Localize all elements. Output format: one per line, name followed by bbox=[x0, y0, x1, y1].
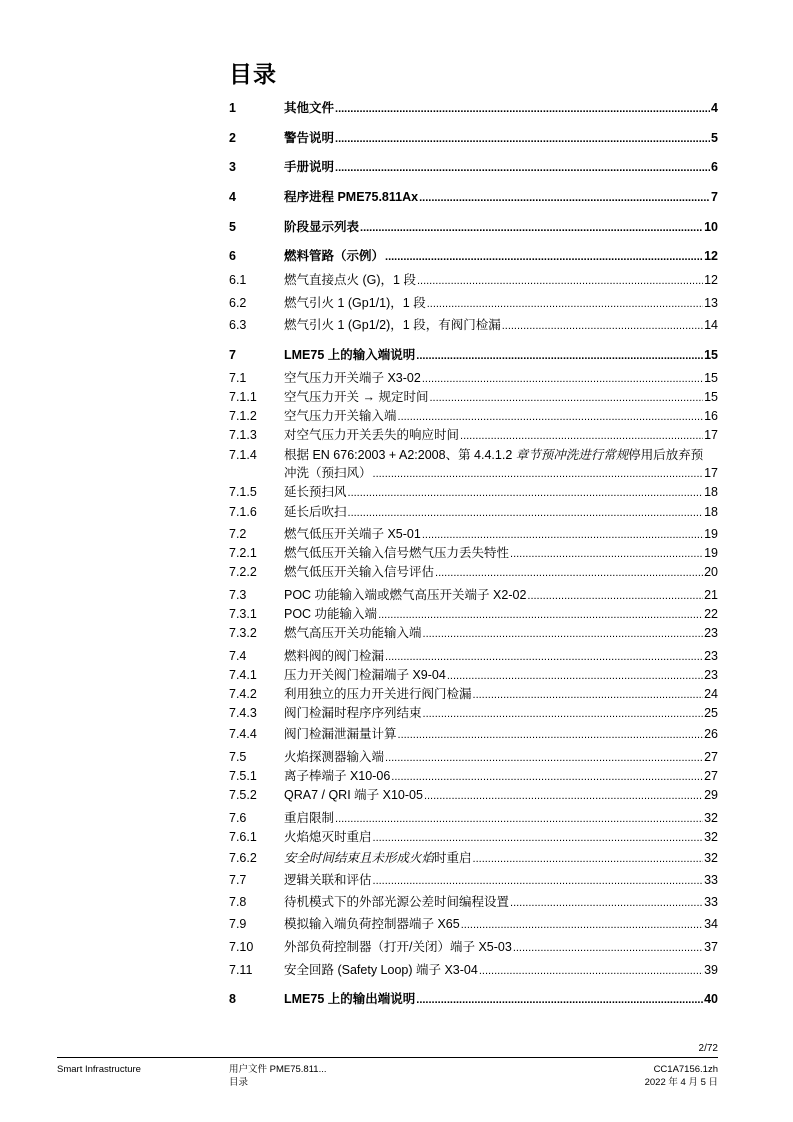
toc-entry[interactable] bbox=[229, 484, 718, 500]
toc-page: 24 bbox=[704, 687, 718, 701]
toc-entry[interactable] bbox=[229, 248, 718, 264]
toc-number: 7.1 bbox=[229, 371, 247, 385]
toc-title: 冲洗（预扫风） bbox=[284, 466, 372, 480]
toc-title: LME75 上的输入端说明 bbox=[284, 348, 416, 362]
toc-page: 17 bbox=[704, 428, 718, 442]
toc-title: 重启限制 bbox=[284, 811, 335, 825]
toc-entry[interactable] bbox=[229, 894, 718, 910]
toc-entry[interactable] bbox=[229, 962, 718, 978]
toc-number: 1 bbox=[229, 101, 236, 115]
toc-title: 待机模式下的外部光源公差时间编程设置 bbox=[284, 895, 510, 909]
toc-entry[interactable] bbox=[229, 850, 718, 866]
toc-page: 26 bbox=[704, 727, 718, 741]
toc-page: 32 bbox=[704, 811, 718, 825]
toc-entry[interactable] bbox=[229, 347, 718, 363]
toc-entry[interactable] bbox=[229, 606, 718, 622]
toc-page: 15 bbox=[704, 348, 718, 362]
toc-number: 7.8 bbox=[229, 895, 247, 909]
page-title: 目录 bbox=[229, 61, 277, 87]
toc-number: 7.5.2 bbox=[229, 788, 257, 802]
toc-leader bbox=[335, 131, 710, 147]
toc-title: 利用独立的压力开关进行阀门检漏 bbox=[284, 687, 472, 701]
toc-number: 7.4.1 bbox=[229, 668, 257, 682]
toc-leader bbox=[435, 565, 703, 581]
toc-page: 19 bbox=[704, 546, 718, 560]
toc-leader bbox=[416, 348, 703, 364]
toc-number: 7 bbox=[229, 348, 236, 362]
toc-page: 15 bbox=[704, 371, 718, 385]
toc-entry[interactable] bbox=[229, 829, 718, 845]
toc-title: 燃气引火 1 (Gp1/1)，1 段 bbox=[284, 296, 426, 310]
toc-title: 程序进程 PME75.811Ax bbox=[284, 190, 419, 204]
toc-number: 7.1.1 bbox=[229, 390, 257, 404]
toc-entry[interactable] bbox=[229, 504, 718, 520]
toc-leader bbox=[385, 649, 703, 665]
toc-leader bbox=[424, 788, 703, 804]
toc-entry[interactable] bbox=[229, 295, 718, 311]
toc-page: 12 bbox=[704, 273, 718, 287]
toc-leader bbox=[429, 390, 703, 406]
toc-entry[interactable] bbox=[229, 667, 718, 683]
toc-leader bbox=[510, 895, 703, 911]
toc-number: 7.5 bbox=[229, 750, 247, 764]
toc-leader bbox=[422, 371, 703, 387]
toc-entry[interactable] bbox=[229, 447, 718, 463]
toc-number: 7.5.1 bbox=[229, 769, 257, 783]
toc-entry[interactable] bbox=[229, 545, 718, 561]
toc-entry[interactable] bbox=[229, 810, 718, 826]
footer-date: 2022 年 4 月 5 日 bbox=[644, 1077, 718, 1088]
toc-leader bbox=[360, 220, 703, 236]
toc-entry[interactable] bbox=[229, 159, 718, 175]
toc-entry[interactable] bbox=[229, 872, 718, 888]
toc-page: 17 bbox=[704, 466, 718, 480]
toc-number: 7.7 bbox=[229, 873, 247, 887]
toc-entry[interactable] bbox=[229, 587, 718, 603]
toc-entry[interactable] bbox=[229, 749, 718, 765]
toc-title: 火焰探测器输入端 bbox=[284, 750, 385, 764]
toc-number: 5 bbox=[229, 220, 236, 234]
toc-entry[interactable] bbox=[229, 317, 718, 333]
toc-title: 燃气高压开关功能输入端 bbox=[284, 626, 422, 640]
toc-leader bbox=[335, 101, 710, 117]
toc-page: 25 bbox=[704, 706, 718, 720]
toc-title: 燃气直接点火 (G)，1 段 bbox=[284, 273, 416, 287]
toc-title-italic: 章节预冲洗进行常规 bbox=[515, 448, 629, 462]
toc-page: 12 bbox=[704, 249, 718, 263]
toc-title: 外部负荷控制器（打开/关闭）端子 X5-03 bbox=[284, 940, 512, 954]
footer-doc-meta bbox=[645, 1063, 718, 1089]
toc-page: 21 bbox=[704, 588, 718, 602]
toc-entry[interactable] bbox=[229, 686, 718, 702]
toc-leader bbox=[502, 318, 703, 334]
toc-title: 燃料管路（示例） bbox=[284, 249, 385, 263]
footer-section: 目录 bbox=[229, 1077, 249, 1088]
toc-number: 7.4 bbox=[229, 649, 247, 663]
toc-title: 阀门检漏泄漏量计算 bbox=[284, 727, 397, 741]
footer-doc-title: 用户文件 PME75.811... bbox=[229, 1064, 327, 1075]
toc-entry[interactable] bbox=[229, 564, 718, 580]
toc-number: 4 bbox=[229, 190, 236, 204]
toc-entry[interactable] bbox=[229, 408, 718, 424]
toc-number: 7.4.4 bbox=[229, 727, 257, 741]
toc-leader bbox=[385, 249, 703, 265]
footer-doc-id: CC1A7156.1zh bbox=[653, 1064, 718, 1075]
toc-page: 37 bbox=[704, 940, 718, 954]
toc-title: 阀门检漏时程序序列结束 bbox=[284, 706, 422, 720]
toc-entry[interactable] bbox=[229, 427, 718, 443]
toc-entry[interactable] bbox=[229, 100, 718, 116]
toc-entry[interactable] bbox=[229, 991, 718, 1007]
toc-leader bbox=[447, 668, 703, 684]
page-number: 2/72 bbox=[698, 1043, 718, 1054]
toc-title: 压力开关阀门检漏端子 X9-04 bbox=[284, 668, 446, 682]
toc-title: 空气压力开关输入端 bbox=[284, 409, 397, 423]
toc-page: 15 bbox=[704, 390, 718, 404]
toc-leader bbox=[335, 160, 710, 176]
toc-number: 7.2 bbox=[229, 527, 247, 541]
toc-page: 32 bbox=[704, 830, 718, 844]
toc-leader bbox=[513, 940, 703, 956]
toc-title: POC 功能输入端 bbox=[284, 607, 378, 621]
toc-title: 空气压力开关 → 规定时间 bbox=[284, 390, 429, 404]
toc-page: 27 bbox=[704, 750, 718, 764]
toc-page: 13 bbox=[704, 296, 718, 310]
toc-leader bbox=[460, 428, 703, 444]
toc-page: 18 bbox=[704, 485, 718, 499]
toc-title: 安全回路 (Safety Loop) 端子 X3-04 bbox=[284, 963, 478, 977]
toc-page: 14 bbox=[704, 318, 718, 332]
toc-number: 2 bbox=[229, 131, 236, 145]
toc-number: 6.1 bbox=[229, 273, 247, 287]
toc-number: 7.1.5 bbox=[229, 485, 257, 499]
toc-title: 离子棒端子 X10-06 bbox=[284, 769, 391, 783]
toc-number: 7.2.1 bbox=[229, 546, 257, 560]
toc-title: 对空气压力开关丢失的响应时间 bbox=[284, 428, 460, 442]
toc-number: 6 bbox=[229, 249, 236, 263]
toc-title-italic: 安全时间结束且未形成火焰 bbox=[284, 851, 435, 865]
footer-rule bbox=[57, 1057, 718, 1058]
toc-number: 7.4.3 bbox=[229, 706, 257, 720]
toc-page: 20 bbox=[704, 565, 718, 579]
toc-title: 空气压力开关端子 X3-02 bbox=[284, 371, 421, 385]
toc-page: 23 bbox=[704, 668, 718, 682]
toc-entry[interactable] bbox=[229, 370, 718, 386]
toc-page: 39 bbox=[704, 963, 718, 977]
toc-page: 10 bbox=[704, 220, 718, 234]
toc-title: 阶段显示列表 bbox=[284, 220, 360, 234]
toc-leader bbox=[527, 588, 703, 604]
toc-page: 32 bbox=[704, 851, 718, 865]
toc-leader bbox=[510, 546, 703, 562]
toc-leader bbox=[479, 963, 703, 979]
toc-number: 6.3 bbox=[229, 318, 247, 332]
toc-page: 34 bbox=[704, 917, 718, 931]
toc-number: 7.9 bbox=[229, 917, 247, 931]
toc-entry[interactable] bbox=[229, 130, 718, 146]
toc-number: 7.3.1 bbox=[229, 607, 257, 621]
toc-number: 8 bbox=[229, 992, 236, 1006]
toc-entry-continuation[interactable] bbox=[229, 465, 718, 481]
toc-page: 19 bbox=[704, 527, 718, 541]
footer-doc-info bbox=[229, 1063, 327, 1089]
toc-leader bbox=[385, 750, 703, 766]
toc-title-part: 时重启 bbox=[434, 851, 472, 865]
toc-leader bbox=[373, 466, 704, 482]
toc-leader bbox=[427, 296, 703, 312]
toc-entry[interactable] bbox=[229, 768, 718, 784]
toc-page: 33 bbox=[704, 873, 718, 887]
toc-entry[interactable] bbox=[229, 189, 718, 205]
toc-title: 燃料阀的阀门检漏 bbox=[284, 649, 385, 663]
toc-number: 7.1.3 bbox=[229, 428, 257, 442]
toc-title: POC 功能输入端或燃气高压开关端子 X2-02 bbox=[284, 588, 527, 602]
toc-title bbox=[284, 447, 703, 463]
toc-number: 7.4.2 bbox=[229, 687, 257, 701]
toc-page: 23 bbox=[704, 626, 718, 640]
footer-company: Smart Infrastructure bbox=[57, 1064, 141, 1075]
toc-page: 4 bbox=[711, 101, 718, 115]
toc-title: 延长后吹扫 bbox=[284, 505, 347, 519]
toc-title: 警告说明 bbox=[284, 131, 335, 145]
toc-leader bbox=[416, 992, 703, 1008]
toc-title-part: 停用后放弃预 bbox=[628, 448, 704, 462]
toc-title: 手册说明 bbox=[284, 160, 335, 174]
toc-number: 7.10 bbox=[229, 940, 254, 954]
toc-entry[interactable] bbox=[229, 916, 718, 932]
toc-leader bbox=[473, 851, 704, 867]
toc-entry[interactable] bbox=[229, 939, 718, 955]
toc-leader bbox=[422, 527, 703, 543]
toc-number: 6.2 bbox=[229, 296, 247, 310]
toc-number: 3 bbox=[229, 160, 236, 174]
toc-leader bbox=[423, 706, 704, 722]
toc-page: 18 bbox=[704, 505, 718, 519]
toc-page: 5 bbox=[711, 131, 718, 145]
toc-leader bbox=[378, 607, 703, 623]
toc-page: 40 bbox=[704, 992, 718, 1006]
toc-page: 6 bbox=[711, 160, 718, 174]
toc-number: 7.3 bbox=[229, 588, 247, 602]
toc-leader bbox=[473, 687, 704, 703]
toc-page: 22 bbox=[704, 607, 718, 621]
toc-leader bbox=[461, 917, 703, 933]
toc-number: 7.6.2 bbox=[229, 851, 257, 865]
toc-entry[interactable] bbox=[229, 219, 718, 235]
toc-title-part: 根据 EN 676:2003 + A2:2008、第 4.4.1.2 bbox=[284, 448, 516, 462]
toc-page: 16 bbox=[704, 409, 718, 423]
toc-entry[interactable] bbox=[229, 625, 718, 641]
toc-leader bbox=[348, 485, 704, 501]
toc-title: 模拟输入端负荷控制器端子 X65 bbox=[284, 917, 460, 931]
toc-leader bbox=[417, 273, 703, 289]
toc-leader bbox=[398, 727, 704, 743]
toc-leader bbox=[335, 811, 703, 827]
toc-title: 燃气低压开关输入信号评估 bbox=[284, 565, 435, 579]
toc-title: 其他文件 bbox=[284, 101, 335, 115]
toc-page: 7 bbox=[711, 190, 718, 204]
toc-title: 逻辑关联和评估 bbox=[284, 873, 372, 887]
toc-title: 燃气引火 1 (Gp1/2)，1 段，有阀门检漏 bbox=[284, 318, 501, 332]
toc-title: 延长预扫风 bbox=[284, 485, 347, 499]
toc-page: 29 bbox=[704, 788, 718, 802]
toc-leader bbox=[373, 873, 704, 889]
toc-entry[interactable] bbox=[229, 787, 718, 803]
toc-title bbox=[284, 850, 472, 866]
toc-leader bbox=[423, 626, 704, 642]
toc-leader bbox=[348, 505, 704, 521]
toc-title: 燃气低压开关端子 X5-01 bbox=[284, 527, 421, 541]
toc-number: 7.1.4 bbox=[229, 448, 257, 462]
toc-entry[interactable] bbox=[229, 389, 718, 405]
toc-number: 7.1.2 bbox=[229, 409, 257, 423]
toc-page: 23 bbox=[704, 649, 718, 663]
toc-number: 7.11 bbox=[229, 963, 253, 977]
toc-leader bbox=[398, 409, 704, 425]
toc-entry[interactable] bbox=[229, 272, 718, 288]
toc-page: 33 bbox=[704, 895, 718, 909]
toc-title: LME75 上的输出端说明 bbox=[284, 992, 416, 1006]
toc-number: 7.1.6 bbox=[229, 505, 257, 519]
toc-leader bbox=[391, 769, 703, 785]
toc-number: 7.6 bbox=[229, 811, 247, 825]
toc-number: 7.2.2 bbox=[229, 565, 257, 579]
toc-title: QRA7 / QRI 端子 X10-05 bbox=[284, 788, 423, 802]
toc-entry[interactable] bbox=[229, 648, 718, 664]
toc-title: 火焰熄灭时重启 bbox=[284, 830, 372, 844]
toc-number: 7.3.2 bbox=[229, 626, 257, 640]
toc-entry[interactable] bbox=[229, 705, 718, 721]
toc-leader bbox=[419, 190, 710, 206]
toc-entry[interactable] bbox=[229, 526, 718, 542]
toc-page: 27 bbox=[704, 769, 718, 783]
toc-entry[interactable] bbox=[229, 726, 718, 742]
toc-number: 7.6.1 bbox=[229, 830, 257, 844]
toc-title: 燃气低压开关输入信号燃气压力丢失特性 bbox=[284, 546, 510, 560]
toc-leader bbox=[373, 830, 704, 846]
